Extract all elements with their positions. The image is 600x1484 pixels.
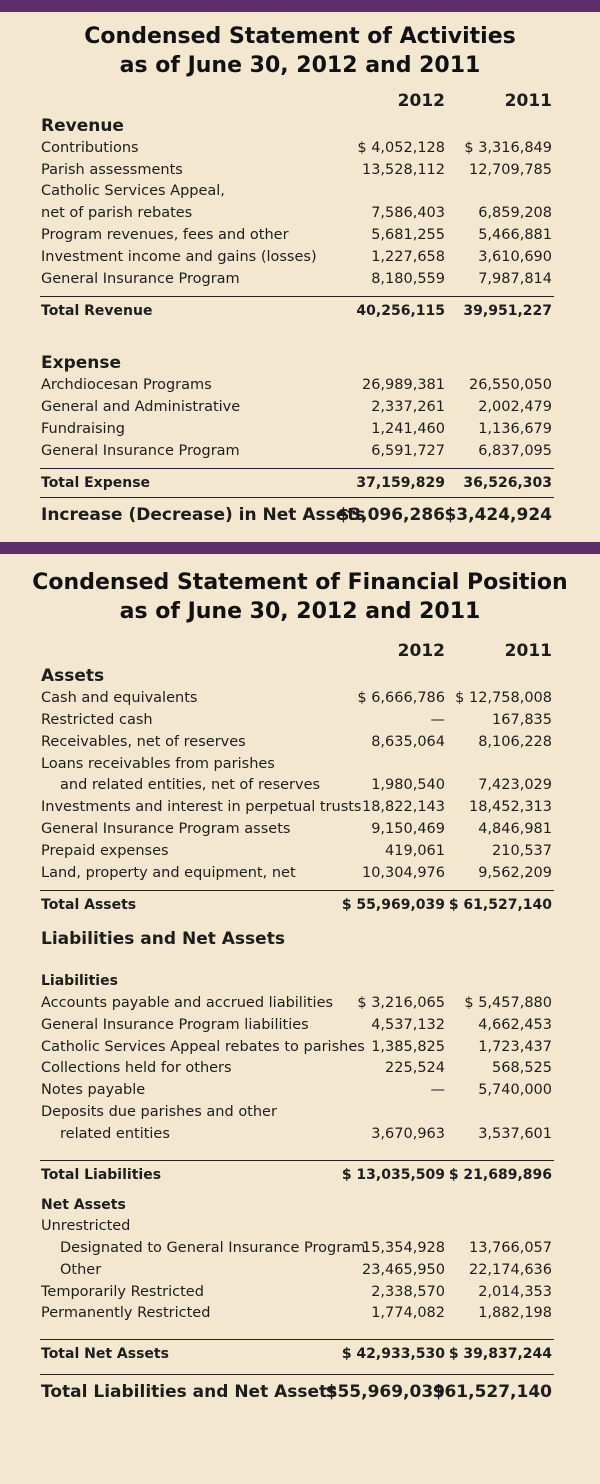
value-2012: 5,681,255 (371, 226, 445, 243)
value-2011: 5,740,000 (478, 1082, 552, 1099)
table-row (0, 732, 600, 754)
value-2011: $ 12,758,008 (455, 690, 552, 707)
liabilities-heading: Liabilities (41, 973, 118, 990)
revenue-rows (0, 138, 600, 291)
year-2011: 2011 (504, 91, 552, 111)
table-row (0, 375, 600, 397)
table-row (0, 775, 600, 797)
total-revenue-row: Total Revenue 40,256,115 39,951,227 (40, 296, 554, 325)
value-2012: 6,591,727 (371, 442, 445, 459)
value-2012: 1,385,825 (371, 1038, 445, 1055)
value-2012: 4,537,132 (371, 1016, 445, 1033)
value-2011: 3,537,601 (478, 1125, 552, 1142)
row-label: Temporarily Restricted (41, 1283, 204, 1300)
value-2012: 8,635,064 (371, 733, 445, 750)
row-label: and related entities, net of reserves (60, 777, 321, 794)
total-expense-row: Total Expense 37,159,829 36,526,303 (40, 468, 554, 497)
table-row (0, 269, 600, 291)
table-row (0, 181, 600, 203)
table-row (0, 1303, 600, 1325)
liability-rows (0, 993, 600, 1146)
row-label: Parish assessments (41, 161, 183, 178)
table-row (0, 247, 600, 269)
top-band (0, 0, 600, 12)
row-label: Collections held for others (41, 1060, 232, 1077)
table-row (0, 397, 600, 419)
value-2012: 1,774,082 (371, 1305, 445, 1322)
row-label: Archdiocesan Programs (41, 377, 212, 394)
table-row (0, 710, 600, 732)
table-row (0, 1238, 600, 1260)
value-2012: 13,528,112 (361, 161, 445, 178)
value-2011: 568,525 (492, 1060, 552, 1077)
value-2012: 1,227,658 (371, 248, 445, 265)
position-statement (0, 554, 600, 1409)
value-2012: $ 4,052,128 (357, 139, 445, 156)
value-2011: 6,837,095 (478, 442, 552, 459)
row-label: Accounts payable and accrued liabilities (41, 994, 334, 1011)
row-label: Receivables, net of reserves (41, 733, 246, 750)
row-label: net of parish rebates (41, 205, 193, 222)
net-assets-change-row: Increase (Decrease) in Net Assets $3,096,286 $3,424,924 (40, 497, 554, 532)
table-row (0, 863, 600, 885)
value-2011: 8,106,228 (478, 733, 552, 750)
value-2011: 167,835 (492, 711, 552, 728)
row-label: Loans receivables from parishes (41, 755, 275, 772)
total-liabilities-net-assets-row: Total Liabilities and Net Assets $55,969,039 $61,527,140 (40, 1374, 554, 1409)
value-2012: 10,304,976 (361, 864, 445, 881)
table-row (0, 419, 600, 441)
value-2011: 1,882,198 (478, 1305, 552, 1322)
table-row (0, 1080, 600, 1102)
row-label: Unrestricted (41, 1218, 131, 1235)
value-2011: 3,610,690 (478, 248, 552, 265)
value-2012: 225,524 (385, 1060, 445, 1077)
row-label: General Insurance Program (41, 442, 240, 459)
row-label: Designated to General Insurance Program (60, 1240, 366, 1257)
value-2011: 210,537 (492, 842, 552, 859)
expense-heading: Expense (41, 353, 122, 374)
value-2011: 2,014,353 (478, 1283, 552, 1300)
table-row (0, 441, 600, 463)
value-2012: 8,180,559 (371, 270, 445, 287)
net-asset-rows (0, 1216, 600, 1325)
row-label: Restricted cash (41, 711, 153, 728)
table-row (0, 203, 600, 225)
value-2012: 1,241,460 (371, 420, 445, 437)
row-label: General Insurance Program liabilities (41, 1016, 309, 1033)
row-label: Catholic Services Appeal, (41, 183, 225, 200)
table-row (0, 225, 600, 247)
table-row (0, 160, 600, 182)
row-label: General Insurance Program assets (41, 820, 291, 837)
table-row (0, 1015, 600, 1037)
value-2012: 15,354,928 (361, 1240, 445, 1257)
row-label: Other (60, 1261, 102, 1278)
row-label: Fundraising (41, 420, 125, 437)
value-2011: 13,766,057 (468, 1240, 552, 1257)
table-row (0, 1216, 600, 1238)
net-assets-heading: Net Assets (41, 1196, 126, 1213)
value-2011: 4,846,981 (478, 820, 552, 837)
assets-heading: Assets (41, 666, 105, 687)
value-2011: 26,550,050 (468, 377, 552, 394)
table-row (0, 1260, 600, 1282)
value-2012: 1,980,540 (371, 777, 445, 794)
value-2011: 12,709,785 (468, 161, 552, 178)
table-row (0, 754, 600, 776)
asset-rows (0, 688, 600, 884)
total-net-assets-row: Total Net Assets $ 42,933,530 $ 39,837,244 (40, 1339, 554, 1368)
value-2012: 7,586,403 (371, 205, 445, 222)
total-assets-row: Total Assets $ 55,969,039 $ 61,527,140 (40, 890, 554, 919)
value-2011: 22,174,636 (468, 1261, 552, 1278)
row-label: Contributions (41, 139, 139, 156)
value-2012: $ 6,666,786 (357, 690, 445, 707)
value-2012: 9,150,469 (371, 820, 445, 837)
value-2012: 2,338,570 (371, 1283, 445, 1300)
row-label: Investment income and gains (losses) (41, 248, 317, 265)
table-row (0, 688, 600, 710)
value-2011: $ 5,457,880 (464, 994, 552, 1011)
table-row (0, 1124, 600, 1146)
value-2011: 4,662,453 (478, 1016, 552, 1033)
value-2011: 7,423,029 (478, 777, 552, 794)
row-label: Prepaid expenses (41, 842, 169, 859)
table-row (0, 841, 600, 863)
value-2011: 9,562,209 (478, 864, 552, 881)
value-2011: 6,859,208 (478, 205, 552, 222)
activities-title: Condensed Statement of Activities as of June 30, 2012 and 2011 (84, 24, 516, 78)
row-label: Notes payable (41, 1082, 146, 1099)
row-label: Program revenues, fees and other (41, 226, 289, 243)
row-label: Permanently Restricted (41, 1305, 211, 1322)
value-2011: 1,723,437 (478, 1038, 552, 1055)
value-2011: $ 3,316,849 (464, 139, 552, 156)
value-2012: — (430, 1082, 445, 1099)
value-2011: 7,987,814 (478, 270, 552, 287)
table-row (0, 1282, 600, 1304)
year-2011: 2011 (504, 641, 552, 662)
row-label: Investments and interest in perpetual trusts (41, 799, 362, 816)
value-2012: $ 3,216,065 (357, 994, 445, 1011)
table-row (0, 1037, 600, 1059)
table-row (0, 819, 600, 841)
table-row (0, 138, 600, 160)
position-title: Condensed Statement of Financial Position as of June 30, 2012 and 2011 (32, 570, 568, 625)
value-2012: — (430, 711, 445, 728)
total-liabilities-row: Total Liabilities $ 13,035,509 $ 21,689,896 (40, 1160, 554, 1189)
row-label: related entities (60, 1125, 170, 1142)
liabilities-net-assets-heading: Liabilities and Net Assets (41, 929, 285, 950)
activities-statement (0, 12, 600, 532)
value-2012: 3,670,963 (371, 1125, 445, 1142)
value-2011: 2,002,479 (478, 398, 552, 415)
table-row (0, 797, 600, 819)
value-2011: 5,466,881 (478, 226, 552, 243)
value-2012: 18,822,143 (361, 799, 445, 816)
year-2012: 2012 (397, 91, 445, 111)
value-2012: 23,465,950 (361, 1261, 445, 1278)
expense-rows (0, 375, 600, 462)
value-2012: 2,337,261 (371, 398, 445, 415)
year-2012: 2012 (397, 641, 445, 662)
row-label: General Insurance Program (41, 270, 240, 287)
table-row (0, 993, 600, 1015)
activities-year-header (0, 86, 600, 116)
middle-band (0, 542, 600, 554)
value-2011: 1,136,679 (478, 420, 552, 437)
table-row (0, 1102, 600, 1124)
value-2012: 419,061 (385, 842, 445, 859)
value-2012: 26,989,381 (361, 377, 445, 394)
row-label: General and Administrative (41, 398, 241, 415)
row-label: Cash and equivalents (41, 690, 198, 707)
revenue-heading: Revenue (41, 116, 124, 136)
row-label: Catholic Services Appeal rebates to parishes (41, 1038, 365, 1055)
value-2011: 18,452,313 (468, 799, 552, 816)
row-label: Land, property and equipment, net (41, 864, 296, 881)
row-label: Deposits due parishes and other (41, 1103, 277, 1120)
table-row (0, 1058, 600, 1080)
position-year-header (0, 636, 600, 666)
